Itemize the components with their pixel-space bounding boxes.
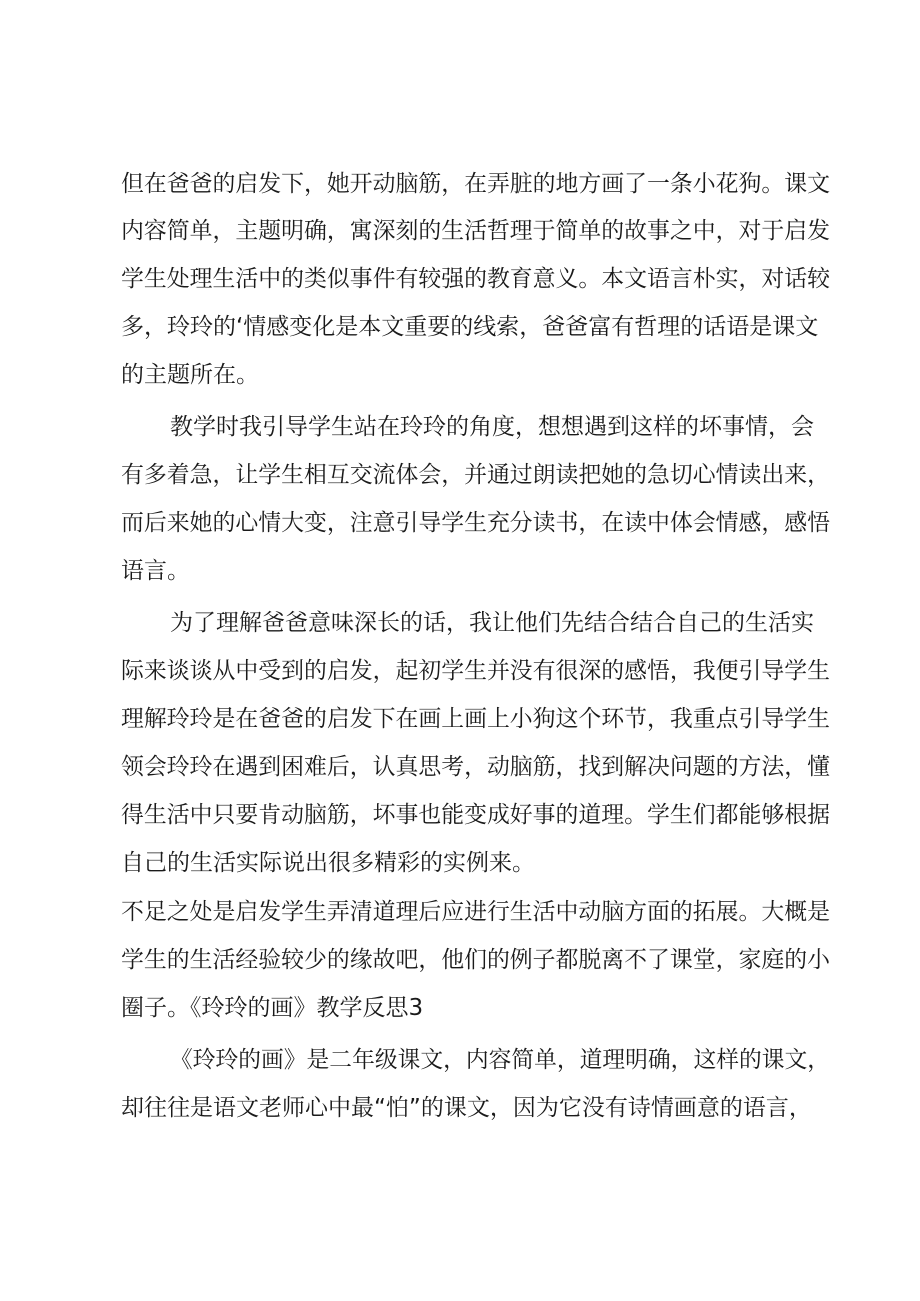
line-text: 语言。 bbox=[121, 558, 190, 584]
paragraph-line bbox=[0, 1040, 920, 1080]
line-text: 学生的生活经验较少的缘故吧，他们的例子都脱离不了课堂，家庭的小 bbox=[121, 947, 831, 973]
line-text: 但在爸爸的启发下，她开动脑筋，在弄脏的地方画了一条小花狗。课文 bbox=[121, 171, 831, 197]
paragraph-line bbox=[0, 307, 920, 347]
paragraph-line bbox=[0, 795, 920, 835]
line-text: 学生处理生活中的类似事件有较强的教育意义。本文语言朴实，对话较 bbox=[121, 266, 831, 292]
line-text: 《玲玲的画》是二年级课文，内容简单，道理明确，这样的课文， bbox=[170, 1047, 830, 1073]
line-text: 多，玲玲的‘情感变化是本文重要的线索，爸爸富有哲理的话语是课文 bbox=[121, 314, 819, 340]
paragraph-line bbox=[0, 747, 920, 787]
line-text: 圈子。《玲玲的画》教学反思3 bbox=[121, 995, 424, 1021]
paragraph-line bbox=[0, 651, 920, 691]
line-text: 理解玲玲是在爸爸的启发下在画上画上小狗这个环节，我重点引导学生 bbox=[121, 706, 831, 732]
line-text: 为了理解爸爸意味深长的话，我让他们先结合结合自己的生活实 bbox=[170, 610, 814, 636]
paragraph-line bbox=[0, 211, 920, 251]
line-text: 自己的生活实际说出很多精彩的实例来。 bbox=[121, 850, 535, 876]
line-text: 却往往是语文老师心中最“怕”的课文，因为它没有诗情画意的语言， bbox=[121, 1095, 812, 1121]
line-text: 的主题所在。 bbox=[121, 362, 259, 388]
paragraph-line bbox=[0, 699, 920, 739]
paragraph-line bbox=[0, 892, 920, 932]
paragraph-line bbox=[0, 355, 920, 395]
line-text: 教学时我引导学生站在玲玲的角度，想想遇到这样的坏事情，会 bbox=[170, 414, 814, 440]
line-text: 际来谈谈从中受到的启发，起初学生并没有很深的感悟，我便引导学生 bbox=[121, 658, 831, 684]
line-text: 内容简单，主题明确，寓深刻的生活哲理于简单的故事之中，对于启发 bbox=[121, 218, 831, 244]
paragraph-line bbox=[0, 455, 920, 495]
line-text: 而后来她的心情大变，注意引导学生充分读书，在读中体会情感，感悟 bbox=[121, 510, 831, 536]
paragraph-line bbox=[0, 940, 920, 980]
paragraph-line bbox=[0, 843, 920, 883]
paragraph-line bbox=[0, 988, 920, 1028]
paragraph-line bbox=[0, 503, 920, 543]
paragraph-line bbox=[0, 603, 920, 643]
line-text: 有多着急，让学生相互交流体会，并通过朗读把她的急切心情读出来， bbox=[121, 462, 831, 488]
line-text: 得生活中只要肯动脑筋，坏事也能变成好事的道理。学生们都能够根据 bbox=[121, 802, 831, 828]
paragraph-line bbox=[0, 551, 920, 591]
paragraph-line bbox=[0, 1088, 920, 1128]
paragraph-line bbox=[0, 259, 920, 299]
paragraph-line bbox=[0, 407, 920, 447]
line-text: 不足之处是启发学生弄清道理后应进行生活中动脑方面的拓展。大概是 bbox=[121, 899, 831, 925]
paragraph-line bbox=[0, 164, 920, 204]
line-text: 领会玲玲在遇到困难后，认真思考，动脑筋，找到解决问题的方法，懂 bbox=[121, 754, 831, 780]
